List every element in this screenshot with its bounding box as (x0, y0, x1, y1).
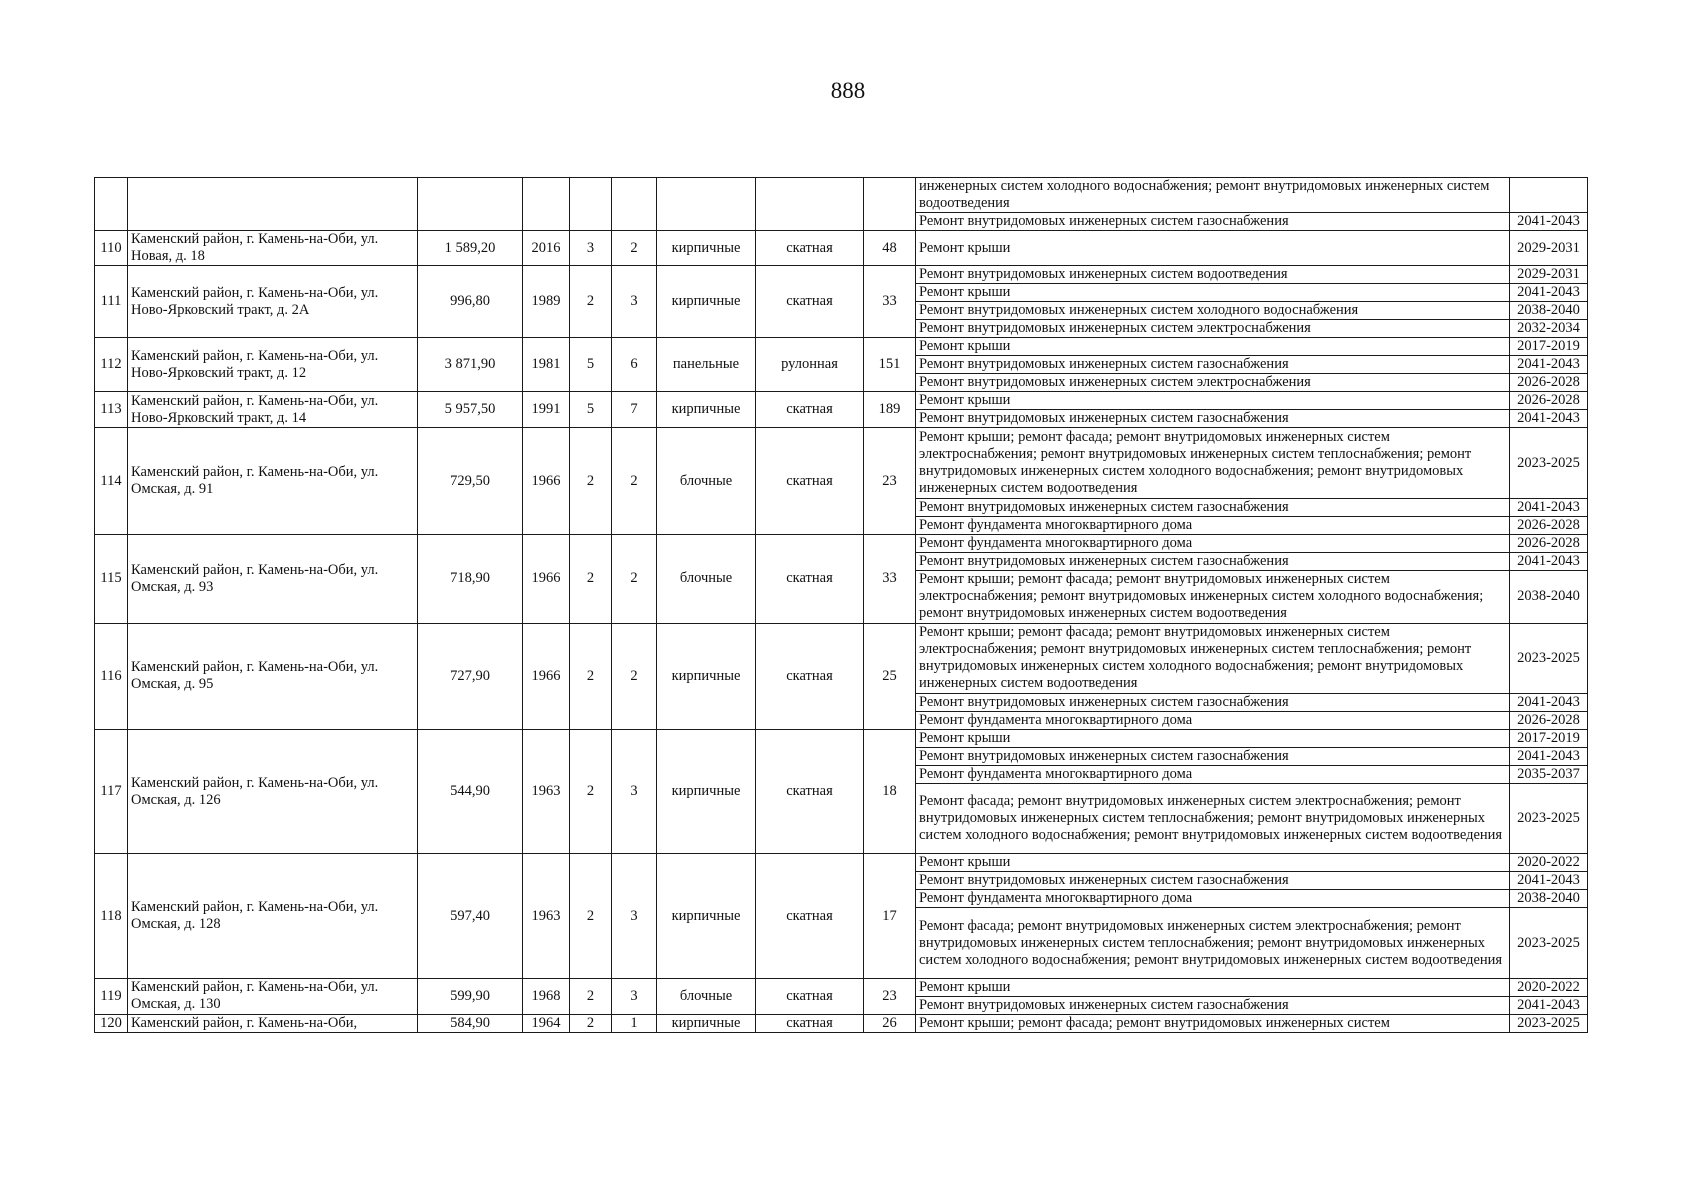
work-description: Ремонт внутридомовых инженерных систем газоснабжения (916, 552, 1510, 570)
work-description: Ремонт крыши (916, 338, 1510, 356)
house-number: 110 (95, 231, 128, 266)
house-area: 718,90 (418, 534, 523, 623)
entrance-count: 3 (612, 854, 657, 978)
entrance-count: 2 (612, 534, 657, 623)
wall-material: кирпичные (657, 623, 756, 729)
resident-count: 17 (864, 854, 916, 978)
entrance-count: 2 (612, 623, 657, 729)
work-description: Ремонт фундамента многоквартирного дома (916, 534, 1510, 552)
resident-count: 33 (864, 266, 916, 338)
work-period: 2023-2025 (1510, 783, 1588, 853)
floor-count: 2 (570, 854, 612, 978)
roof-type (756, 178, 864, 231)
work-period: 2017-2019 (1510, 729, 1588, 747)
resident-count: 189 (864, 392, 916, 428)
work-description: Ремонт внутридомовых инженерных систем газоснабжения (916, 872, 1510, 890)
house-address: Каменский район, г. Камень-на-Оби, ул. Омская, д. 91 (128, 428, 418, 534)
house-number: 119 (95, 978, 128, 1014)
wall-material: кирпичные (657, 231, 756, 266)
table-row (95, 178, 1588, 213)
resident-count: 33 (864, 534, 916, 623)
work-description: Ремонт внутридомовых инженерных систем водоотведения (916, 266, 1510, 284)
house-number: 113 (95, 392, 128, 428)
wall-material: панельные (657, 338, 756, 392)
house-area (418, 178, 523, 231)
work-description: Ремонт крыши; ремонт фасада; ремонт внутридомовых инженерных систем электроснабжения; ремонт внутридомовых инженерных систем теплоснабжения; ремонт внутридомовых инженерных систем холодного водоснабжения; ремонт внутридомовых инженерных систем водоотведения (916, 428, 1510, 498)
work-description: Ремонт внутридомовых инженерных систем газоснабжения (916, 747, 1510, 765)
commission-year: 2016 (523, 231, 570, 266)
roof-type: скатная (756, 854, 864, 978)
table-body (95, 178, 1588, 1033)
house-address: Каменский район, г. Камень-на-Оби, (128, 1014, 418, 1032)
work-period: 2023-2025 (1510, 1014, 1588, 1032)
work-period: 2038-2040 (1510, 570, 1588, 623)
roof-type: скатная (756, 534, 864, 623)
work-period: 2023-2025 (1510, 623, 1588, 693)
floor-count (570, 178, 612, 231)
roof-type: скатная (756, 266, 864, 338)
wall-material: блочные (657, 534, 756, 623)
commission-year: 1963 (523, 729, 570, 853)
page-number: 888 (830, 78, 866, 103)
work-period: 2026-2028 (1510, 374, 1588, 392)
house-area: 3 871,90 (418, 338, 523, 392)
work-period: 2026-2028 (1510, 711, 1588, 729)
commission-year: 1966 (523, 623, 570, 729)
roof-type: скатная (756, 428, 864, 534)
wall-material: кирпичные (657, 729, 756, 853)
work-description: Ремонт внутридомовых инженерных систем газоснабжения (916, 996, 1510, 1014)
house-area: 729,50 (418, 428, 523, 534)
work-period: 2017-2019 (1510, 338, 1588, 356)
roof-type: скатная (756, 1014, 864, 1032)
resident-count: 23 (864, 978, 916, 1014)
house-address: Каменский район, г. Камень-на-Оби, ул. Новая, д. 18 (128, 231, 418, 266)
work-period: 2020-2022 (1510, 978, 1588, 996)
work-description: Ремонт фундамента многоквартирного дома (916, 711, 1510, 729)
work-period (1510, 178, 1588, 213)
work-period: 2032-2034 (1510, 320, 1588, 338)
work-period: 2026-2028 (1510, 516, 1588, 534)
entrance-count: 3 (612, 266, 657, 338)
work-period: 2041-2043 (1510, 284, 1588, 302)
roof-type: скатная (756, 623, 864, 729)
resident-count: 26 (864, 1014, 916, 1032)
entrance-count: 6 (612, 338, 657, 392)
house-area: 1 589,20 (418, 231, 523, 266)
house-area: 544,90 (418, 729, 523, 853)
house-area: 599,90 (418, 978, 523, 1014)
floor-count: 2 (570, 1014, 612, 1032)
resident-count: 151 (864, 338, 916, 392)
table-row (95, 428, 1588, 498)
commission-year: 1991 (523, 392, 570, 428)
commission-year: 1989 (523, 266, 570, 338)
work-period: 2041-2043 (1510, 872, 1588, 890)
house-number: 120 (95, 1014, 128, 1032)
commission-year: 1968 (523, 978, 570, 1014)
work-description: Ремонт крыши (916, 854, 1510, 872)
work-description: инженерных систем холодного водоснабжения; ремонт внутридомовых инженерных систем водоотведения (916, 178, 1510, 213)
wall-material: кирпичные (657, 266, 756, 338)
work-period: 2041-2043 (1510, 552, 1588, 570)
resident-count (864, 178, 916, 231)
entrance-count (612, 178, 657, 231)
wall-material: кирпичные (657, 392, 756, 428)
work-period: 2041-2043 (1510, 410, 1588, 428)
entrance-count: 2 (612, 231, 657, 266)
house-number: 112 (95, 338, 128, 392)
resident-count: 18 (864, 729, 916, 853)
roof-type: скатная (756, 392, 864, 428)
work-description: Ремонт крыши; ремонт фасада; ремонт внутридомовых инженерных систем электроснабжения; ремонт внутридомовых инженерных систем теплоснабжения; ремонт внутридомовых инженерных систем холодного водоснабжения; ремонт внутридомовых инженерных систем водоотведения (916, 623, 1510, 693)
house-number: 111 (95, 266, 128, 338)
floor-count: 2 (570, 428, 612, 534)
work-description: Ремонт крыши (916, 729, 1510, 747)
work-description: Ремонт фундамента многоквартирного дома (916, 516, 1510, 534)
entrance-count: 7 (612, 392, 657, 428)
house-number: 118 (95, 854, 128, 978)
table-row (95, 1014, 1588, 1032)
commission-year (523, 178, 570, 231)
house-number (95, 178, 128, 231)
house-address: Каменский район, г. Камень-на-Оби, ул. Ново-Ярковский тракт, д. 14 (128, 392, 418, 428)
floor-count: 2 (570, 534, 612, 623)
house-address (128, 178, 418, 231)
house-address: Каменский район, г. Камень-на-Оби, ул. Омская, д. 126 (128, 729, 418, 853)
wall-material: кирпичные (657, 1014, 756, 1032)
work-description: Ремонт внутридомовых инженерных систем газоснабжения (916, 693, 1510, 711)
work-period: 2023-2025 (1510, 908, 1588, 978)
entrance-count: 3 (612, 729, 657, 853)
table-row (95, 729, 1588, 747)
work-period: 2029-2031 (1510, 231, 1588, 266)
commission-year: 1964 (523, 1014, 570, 1032)
floor-count: 2 (570, 623, 612, 729)
table-row (95, 338, 1588, 356)
work-description: Ремонт внутридомовых инженерных систем газоснабжения (916, 498, 1510, 516)
house-area: 597,40 (418, 854, 523, 978)
work-description: Ремонт внутридомовых инженерных систем электроснабжения (916, 320, 1510, 338)
resident-count: 23 (864, 428, 916, 534)
wall-material: блочные (657, 428, 756, 534)
work-period: 2035-2037 (1510, 765, 1588, 783)
work-period: 2038-2040 (1510, 890, 1588, 908)
house-address: Каменский район, г. Камень-на-Оби, ул. Омская, д. 128 (128, 854, 418, 978)
work-description: Ремонт фундамента многоквартирного дома (916, 765, 1510, 783)
floor-count: 5 (570, 392, 612, 428)
work-description: Ремонт крыши (916, 978, 1510, 996)
work-description: Ремонт внутридомовых инженерных систем электроснабжения (916, 374, 1510, 392)
resident-count: 48 (864, 231, 916, 266)
house-area: 727,90 (418, 623, 523, 729)
house-number: 117 (95, 729, 128, 853)
work-description: Ремонт фасада; ремонт внутридомовых инженерных систем электроснабжения; ремонт внутридомовых инженерных систем теплоснабжения; ремонт внутридомовых инженерных систем холодного водоснабжения; ремонт внутридомовых инженерных систем водоотведения (916, 783, 1510, 853)
table-row (95, 392, 1588, 410)
work-period: 2041-2043 (1510, 213, 1588, 231)
floor-count: 2 (570, 729, 612, 853)
work-period: 2020-2022 (1510, 854, 1588, 872)
work-description: Ремонт внутридомовых инженерных систем газоснабжения (916, 410, 1510, 428)
house-number: 116 (95, 623, 128, 729)
wall-material: кирпичные (657, 854, 756, 978)
work-period: 2041-2043 (1510, 747, 1588, 765)
table-row (95, 978, 1588, 996)
table-row (95, 231, 1588, 266)
wall-material: блочные (657, 978, 756, 1014)
work-description: Ремонт внутридомовых инженерных систем газоснабжения (916, 356, 1510, 374)
entrance-count: 1 (612, 1014, 657, 1032)
house-number: 114 (95, 428, 128, 534)
floor-count: 3 (570, 231, 612, 266)
work-description: Ремонт фасада; ремонт внутридомовых инженерных систем электроснабжения; ремонт внутридомовых инженерных систем теплоснабжения; ремонт внутридомовых инженерных систем холодного водоснабжения; ремонт внутридомовых инженерных систем водоотведения (916, 908, 1510, 978)
wall-material (657, 178, 756, 231)
entrance-count: 3 (612, 978, 657, 1014)
work-description: Ремонт крыши (916, 392, 1510, 410)
house-address: Каменский район, г. Камень-на-Оби, ул. Омская, д. 95 (128, 623, 418, 729)
table-row (95, 266, 1588, 284)
commission-year: 1966 (523, 534, 570, 623)
roof-type: скатная (756, 978, 864, 1014)
commission-year: 1966 (523, 428, 570, 534)
work-description: Ремонт внутридомовых инженерных систем газоснабжения (916, 213, 1510, 231)
work-period: 2041-2043 (1510, 498, 1588, 516)
house-area: 5 957,50 (418, 392, 523, 428)
entrance-count: 2 (612, 428, 657, 534)
roof-type: скатная (756, 729, 864, 853)
work-period: 2023-2025 (1510, 428, 1588, 498)
roof-type: скатная (756, 231, 864, 266)
resident-count: 25 (864, 623, 916, 729)
house-area: 996,80 (418, 266, 523, 338)
table-row (95, 623, 1588, 693)
work-period: 2038-2040 (1510, 302, 1588, 320)
work-period: 2029-2031 (1510, 266, 1588, 284)
roof-type: рулонная (756, 338, 864, 392)
work-period: 2041-2043 (1510, 996, 1588, 1014)
house-area: 584,90 (418, 1014, 523, 1032)
house-address: Каменский район, г. Камень-на-Оби, ул. Омская, д. 93 (128, 534, 418, 623)
repair-schedule-table (94, 177, 1588, 1033)
work-description: Ремонт крыши; ремонт фасада; ремонт внутридомовых инженерных систем (916, 1014, 1510, 1032)
table-row (95, 854, 1588, 872)
work-description: Ремонт крыши (916, 284, 1510, 302)
work-period: 2041-2043 (1510, 356, 1588, 374)
house-address: Каменский район, г. Камень-на-Оби, ул. Омская, д. 130 (128, 978, 418, 1014)
work-description: Ремонт внутридомовых инженерных систем холодного водоснабжения (916, 302, 1510, 320)
work-period: 2026-2028 (1510, 534, 1588, 552)
commission-year: 1981 (523, 338, 570, 392)
work-period: 2041-2043 (1510, 693, 1588, 711)
table-row (95, 534, 1588, 552)
work-description: Ремонт фундамента многоквартирного дома (916, 890, 1510, 908)
work-period: 2026-2028 (1510, 392, 1588, 410)
work-description: Ремонт крыши (916, 231, 1510, 266)
house-address: Каменский район, г. Камень-на-Оби, ул. Ново-Ярковский тракт, д. 12 (128, 338, 418, 392)
house-number: 115 (95, 534, 128, 623)
floor-count: 5 (570, 338, 612, 392)
house-address: Каменский район, г. Камень-на-Оби, ул. Ново-Ярковский тракт, д. 2А (128, 266, 418, 338)
floor-count: 2 (570, 978, 612, 1014)
floor-count: 2 (570, 266, 612, 338)
commission-year: 1963 (523, 854, 570, 978)
work-description: Ремонт крыши; ремонт фасада; ремонт внутридомовых инженерных систем электроснабжения; ремонт внутридомовых инженерных систем холодного водоснабжения; ремонт внутридомовых инженерных систем водоотведения (916, 570, 1510, 623)
